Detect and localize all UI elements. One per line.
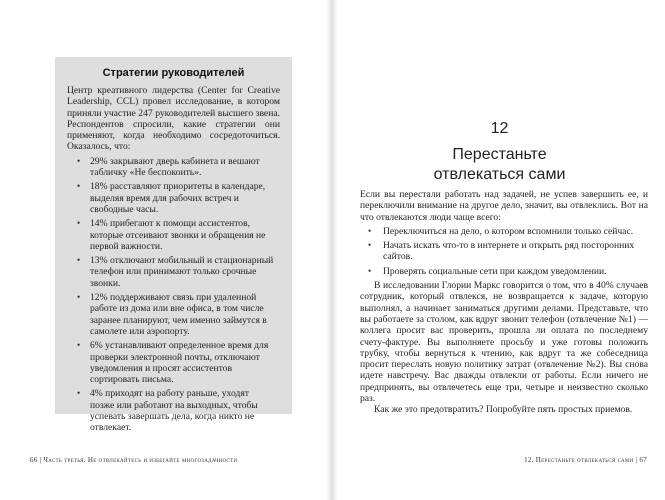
distraction-list	[360, 226, 648, 277]
paragraph: Как же это предотвратить? Попробуйте пять простых приемов.	[374, 404, 633, 416]
list-item: • 6% устанавливают определенное время для проверки электронной почты, отключают уведомления и просят ассистентов сортировать письма.	[77, 340, 269, 386]
list-item: • Проверять социальные сети при каждом уведомлении.	[368, 265, 607, 277]
paragraph: В исследовании Глории Маркс говорится о том, что в 40% случаев сотрудник, который отвлекся, не возвращается к задаче, которую выполнял, а начинает заниматься другими делами. Представьте, что вы работаете за столом, как вдруг звонит телефон (отвлечение №1) — коллега просит вас проверить, прошла ли оплата по последнему счету-фактуре. Вы выполняете просьбу и уже готовы положить трубку, чтобы вернуться к чтению, как вдруг та же собеседница просит переслать новую политику затрат (отвлечение №2). Вы снова идете навстречу. Вас дважды отвлекли от работы. Если ничего не предпринять, вы отвлечетесь еще три, четыре и неизвестно сколько раз.	[360, 280, 648, 405]
sidebar-title: Стратегии руководителей	[102, 67, 245, 79]
right-page-footer: 12. Перестаньте отвлекаться сами | 67	[524, 456, 647, 464]
left-page	[0, 0, 331, 500]
list-item: • 18% расставляют приоритеты в календаре, выделяя время для рабочих встреч и свободные часы.	[77, 181, 266, 215]
bullet-icon: •	[77, 388, 81, 399]
list-item: • 12% поддерживают связь при удаленной работе из дома или вне офиса, в том числе заранее планируют, чем именно займутся в самолете или аэропорту.	[77, 292, 267, 337]
book-gutter	[326, 0, 338, 500]
bullet-icon: •	[77, 255, 81, 266]
chapter-title: Перестаньте отвлекаться сами	[433, 146, 566, 183]
list-item: • 14% прибегают к помощи ассистентов, которые отсеивают звонки и обращения не первой важности.	[77, 218, 266, 252]
sidebar-box	[55, 57, 292, 434]
list-item: • Начать искать что-то в интернете и открыть ряд посторонних сайтов.	[368, 240, 635, 263]
left-page-footer: 66 | Часть третья. Не отвлекайтесь и избегайте многозадачности	[30, 456, 238, 464]
bullet-icon: •	[77, 292, 81, 303]
bullet-icon: •	[77, 155, 81, 166]
list-item: • 29% закрывают дверь кабинета и вешают табличку «Не беспокоить».	[77, 155, 260, 179]
bullet-icon: •	[368, 225, 372, 236]
bullet-icon: •	[368, 240, 372, 251]
bullet-icon: •	[77, 340, 81, 351]
list-item: • 4% приходят на работу раньше, уходят позже или работают на выходных, чтобы успевать завершать дела, когда никто не отвлекает.	[77, 388, 258, 434]
list-item: • Переключиться на дело, о котором вспомнили только сейчас.	[368, 225, 634, 237]
paragraph: Если вы перестали работать над задачей, не успев завершить ее, и переключили внимание на другое дело, значит, вы отвлеклись. Вот на что отвлекаются люди чаще всего:	[360, 189, 648, 223]
list-item: • 13% отключают мобильный и стационарный телефон или принимают только срочные звонки.	[77, 255, 274, 289]
bullet-icon: •	[77, 218, 81, 229]
bullet-icon: •	[77, 181, 81, 192]
chapter-body	[360, 189, 648, 416]
bullet-icon: •	[368, 265, 372, 276]
chapter-number: 12	[490, 120, 509, 137]
sidebar-list	[55, 156, 292, 434]
sidebar-intro: Центр креативного лидерства (Center for Creative Leadership, CCL) провел исследование, в котором приняли участие 247 руководителей высшего звена. Респондентов спросили, какие стратегии они применяют, когда необходимо сосредоточиться. Оказалось, что:	[67, 85, 280, 153]
right-page	[334, 0, 665, 500]
